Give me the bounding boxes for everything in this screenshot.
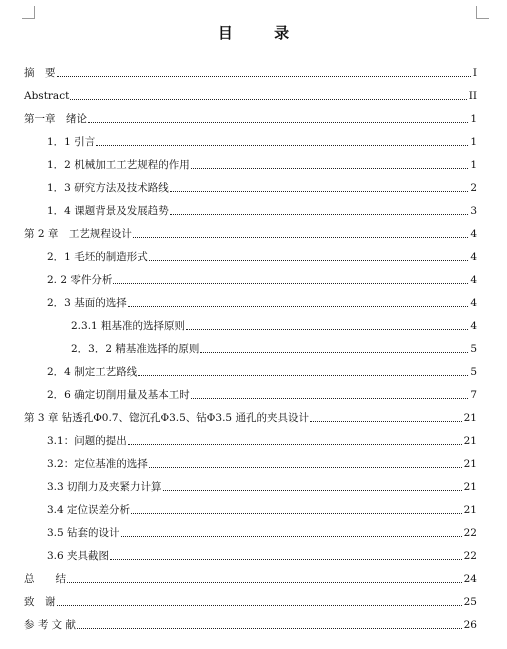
toc-leader-dots [186, 329, 468, 330]
toc-leader-dots [138, 375, 468, 376]
toc-leader-dots [67, 582, 462, 583]
page-corner-mark-left [22, 6, 35, 19]
toc-leader-dots [191, 398, 469, 399]
toc-entry[interactable] [47, 547, 477, 563]
toc-entry-label: 2.3.1 粗基准的选择原则 [71, 320, 186, 332]
toc-entry-page: 2 [470, 182, 477, 194]
toc-entry-page: II [468, 90, 477, 102]
toc-entry-label: 参 考 文 献 [24, 619, 77, 631]
toc-entry-label: 2．4 制定工艺路线 [47, 366, 138, 378]
toc-leader-dots [133, 237, 468, 238]
toc-entry-page: 25 [463, 596, 477, 608]
toc-entry-label: 3.4 定位误差分析 [47, 504, 131, 516]
toc-entry-page: 24 [463, 573, 477, 585]
toc-entry-page: I [472, 67, 477, 79]
toc-entry-label: 2．1 毛坯的制造形式 [47, 251, 148, 263]
toc-entry-label: 1．2 机械加工工艺规程的作用 [47, 159, 190, 171]
toc-leader-dots [191, 168, 469, 169]
toc-entry-label: 1．3 研究方法及技术路线 [47, 182, 169, 194]
toc-entry-page: 4 [470, 228, 477, 240]
toc-leader-dots [200, 352, 468, 353]
toc-entry[interactable] [47, 363, 477, 379]
toc-entry-label: 第一章 绪论 [24, 113, 87, 125]
toc-entry[interactable] [47, 294, 477, 310]
toc-entry-page: 4 [470, 320, 477, 332]
toc-entry[interactable] [24, 225, 477, 241]
toc-leader-dots [163, 490, 462, 491]
toc-entry-page: 1 [470, 136, 477, 148]
toc-entry-page: 21 [463, 412, 477, 424]
toc-leader-dots [149, 467, 462, 468]
toc-entry-label: 第 2 章 工艺规程设计 [24, 228, 132, 240]
toc-entry[interactable] [47, 271, 477, 287]
toc-entry[interactable] [47, 202, 477, 218]
toc-leader-dots [88, 122, 468, 123]
toc-entry-page: 1 [470, 113, 477, 125]
toc-entry-page: 5 [470, 343, 477, 355]
toc-entry[interactable] [47, 455, 477, 471]
toc-entry[interactable] [47, 501, 477, 517]
toc-entry[interactable] [47, 432, 477, 448]
toc-entry[interactable] [71, 340, 477, 356]
toc-entry[interactable] [24, 616, 477, 632]
toc-entry-page: 4 [470, 297, 477, 309]
toc-entry[interactable] [71, 317, 477, 333]
toc-entry-label: 3.2：定位基准的选择 [47, 458, 148, 470]
toc-entry[interactable] [24, 593, 477, 609]
toc-leader-dots [96, 145, 468, 146]
toc-leader-dots [121, 536, 462, 537]
toc-leader-dots [57, 605, 462, 606]
toc-entry-page: 3 [470, 205, 477, 217]
toc-entry-label: 3.6 夹具截图 [47, 550, 110, 562]
toc-entry-label: 1．1 引言 [47, 136, 96, 148]
toc-entry-page: 1 [470, 159, 477, 171]
toc-entry[interactable] [47, 248, 477, 264]
toc-leader-dots [77, 628, 462, 629]
toc-entry-page: 26 [463, 619, 477, 631]
toc-entry[interactable] [47, 133, 477, 149]
toc-entry-label: 3.5 钻套的设计 [47, 527, 120, 539]
toc-entry[interactable] [47, 156, 477, 172]
toc-entry-page: 4 [470, 274, 477, 286]
toc-leader-dots [110, 559, 462, 560]
toc-entry-page: 21 [463, 458, 477, 470]
toc-leader-dots [113, 283, 468, 284]
toc-leader-dots [70, 99, 466, 100]
toc-leader-dots [170, 214, 469, 215]
toc-entry-page: 21 [463, 435, 477, 447]
toc-entry[interactable] [24, 110, 477, 126]
toc-entry[interactable] [24, 409, 477, 425]
toc-entry[interactable] [47, 478, 477, 494]
toc-entry-page: 21 [463, 481, 477, 493]
toc-entry-page: 5 [470, 366, 477, 378]
toc-entry-label: 1．4 课题背景及发展趋势 [47, 205, 169, 217]
toc-entry[interactable] [24, 64, 477, 80]
toc-leader-dots [128, 306, 469, 307]
toc-entry[interactable] [24, 87, 477, 103]
toc-entry-page: 21 [463, 504, 477, 516]
toc-entry-label: 2. 2 零件分析 [47, 274, 113, 286]
toc-entry[interactable] [47, 386, 477, 402]
toc-entry-page: 22 [463, 527, 477, 539]
toc-entry-label: 总 结 [24, 573, 66, 585]
toc-entry-page: 22 [463, 550, 477, 562]
toc-leader-dots [170, 191, 469, 192]
toc-entry[interactable] [47, 179, 477, 195]
toc-title: 目 录 [217, 24, 308, 42]
toc-entry-label: 致 谢 [24, 596, 56, 608]
toc-leader-dots [149, 260, 469, 261]
toc-entry[interactable] [24, 570, 477, 586]
toc-entry-label: 第 3 章 钻透孔Φ0.7、锪沉孔Φ3.5、钻Φ3.5 通孔的夹具设计 [24, 412, 309, 424]
toc-leader-dots [57, 76, 471, 77]
toc-entry-page: 4 [470, 251, 477, 263]
toc-entry-label: 摘 要 [24, 67, 56, 79]
toc-entry-label: 2．3 基面的选择 [47, 297, 127, 309]
toc-leader-dots [128, 444, 462, 445]
page-corner-mark-right [476, 6, 489, 19]
toc-entry-page: 7 [470, 389, 477, 401]
toc-entry[interactable] [47, 524, 477, 540]
toc-entry-label: 2．3．2 精基准选择的原则 [71, 343, 200, 355]
toc-entry-label: Abstract [24, 90, 70, 102]
toc-entry-label: 3.3 切削力及夹紧力计算 [47, 481, 162, 493]
toc-leader-dots [310, 421, 462, 422]
toc-leader-dots [131, 513, 462, 514]
toc-entry-label: 2．6 确定切削用量及基本工时 [47, 389, 190, 401]
toc-entry-label: 3.1：问题的提出 [47, 435, 127, 447]
